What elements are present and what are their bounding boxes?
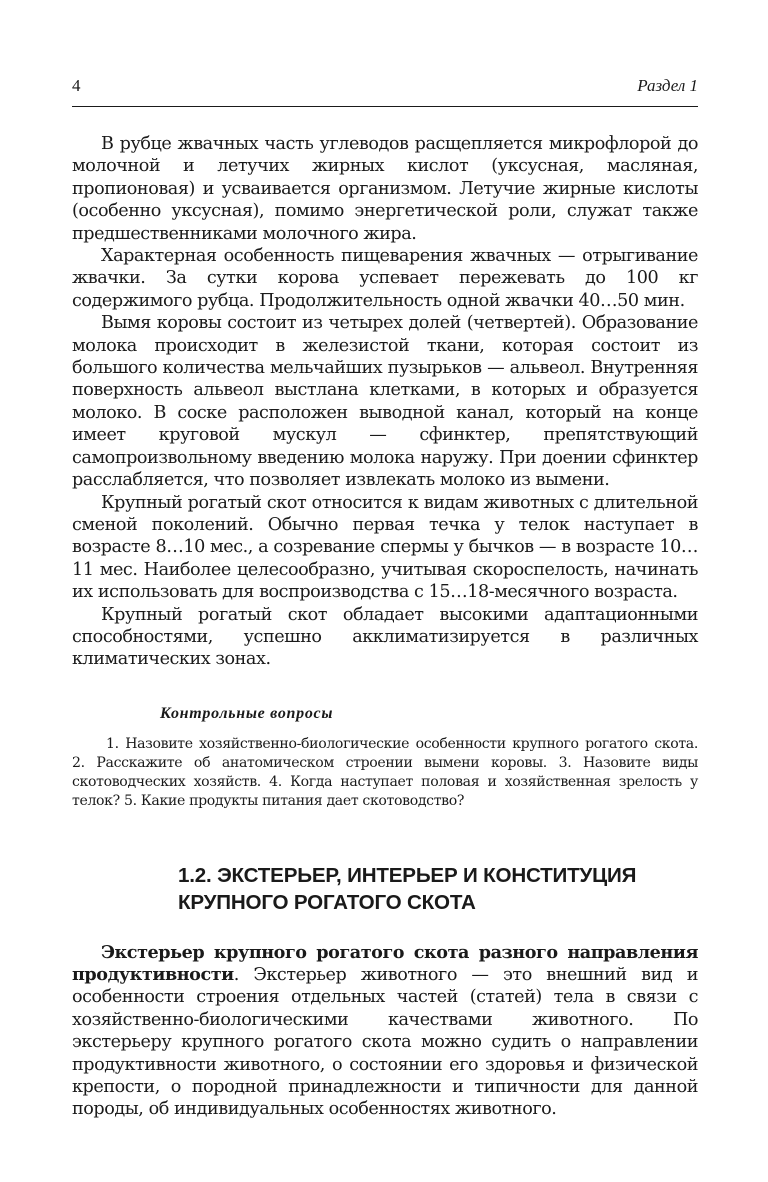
book-page (72, 76, 698, 1138)
section-heading-line-2: КРУПНОГО РОГАТОГО СКОТА (178, 890, 476, 914)
page-number: 4 (72, 76, 81, 95)
section-heading (178, 862, 698, 916)
paragraph-udder-structure: Вымя коровы состоит из четырех долей (четвертей). Образование молока происходит в железистой ткани, которая состоит из большого количества мельчайших пузырьков — альвеол. Внутренняя поверхность альвеол выстлана клетками, в которых и образуется молоко. В соске расположен выводной канал, который на конце имеет круговой мускул — сфинктер, препятствующий самопроизвольному введению молока наружу. При доении сфинктер расслабляется, что позволяет извлекать молоко из вымени. (72, 313, 698, 491)
paragraph-adaptation: Крупный рогатый скот обладает высокими адаптационными способностями, успешно акклиматизируется в различных климатических зонах. (72, 604, 698, 670)
lead-term: Экстерьер крупного рогатого скота разного направления продуктивности (72, 941, 698, 985)
control-questions-text: 1. Назовите хозяйственно-биологические особенности крупного рогатого скота. 2. Расскажите об анатомическом строении вымени коровы. 3. Назовите виды скотоводческих хозяйств. 4. Когда наступает половая и хозяйственная зрелость у телок? 5. Какие продукты питания дает скотоводство? (72, 735, 698, 810)
paragraph-reproduction: Крупный рогатый скот относится к видам животных с длительной сменой поколений. Обычно первая течка у телок наступает в возрасте 8…10 мес., а созревание спермы у бычков — в возрасте 10…11 мес. Наиболее целесообразно, учитывая скороспелость, начинать их использовать для воспроизводства с 15…18-месячного возраста. (72, 492, 698, 603)
paragraph-rumination: Характерная особенность пищеварения жвачных — отрыгивание жвачки. За сутки корова успевает пережевать до 100 кг содержимого рубца. Продолжительность одной жвачки 40…50 мин. (72, 246, 698, 311)
control-questions (72, 703, 698, 812)
section-first-paragraph (72, 942, 698, 1121)
lead-term-period: . (233, 964, 239, 985)
paragraph-rumen-digestion: В рубце жвачных часть углеводов расщепляется микрофлорой до молочной и летучих жирных кислот (уксусная, масляная, пропионовая) и усваивается организмом. Летучие жирные кислоты (особенно уксусная), помимо энергетической роли, служат также предшественниками молочного жира. (72, 134, 698, 244)
section-body-text: Экстерьер животного — это внешний вид и особенности строения отдельных частей (статей) тела в связи с хозяйственно-биологическими качествами животного. По экстерьеру крупного рогатого скота можно судить о направлении продуктивности животного, о состоянии его здоровья и физической крепости, о породной принадлежности и типичности для данной породы, об индивидуальных особенностях животного. (72, 964, 698, 1120)
body-text (72, 133, 698, 671)
section-label: Раздел 1 (637, 76, 698, 95)
running-header (72, 76, 698, 107)
section-heading-line-1: 1.2. ЭКСТЕРЬЕР, ИНТЕРЬЕР И КОНСТИТУЦИЯ (178, 863, 637, 887)
control-questions-title: Контрольные вопросы (160, 704, 334, 722)
